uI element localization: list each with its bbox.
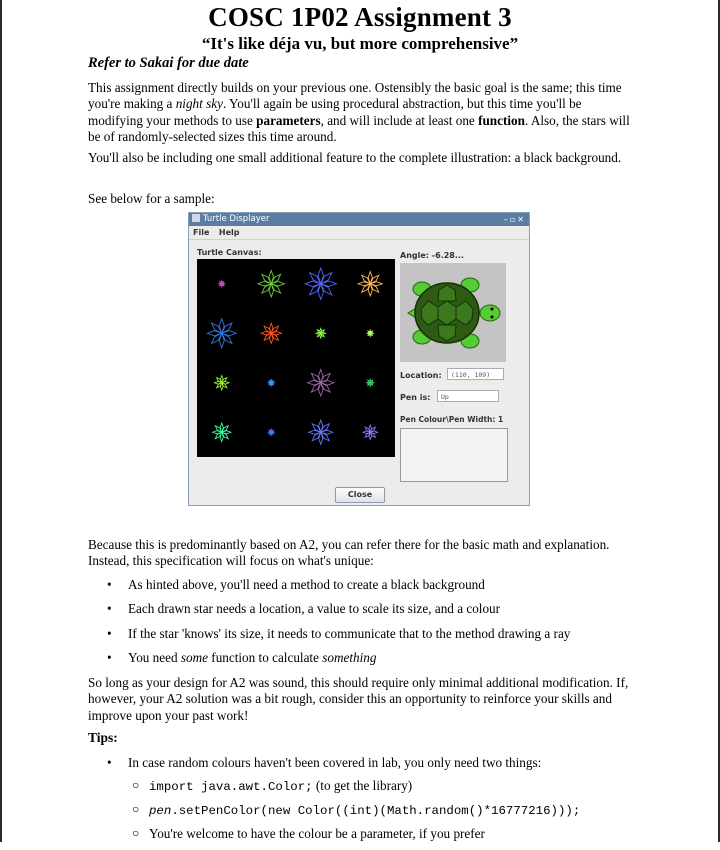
tips-heading: Tips: [88, 730, 118, 745]
text-run: . You'll again be using procedural abstraction, but this time you'll be modifying your methods to use [88, 96, 582, 128]
star-ray [358, 282, 370, 286]
turtle-canvas [197, 259, 395, 457]
design-paragraph: So long as your design for A2 was sound, this should require only minimal additional modification. If, however, your A2 solution was a bit rough, consider this an opportunity to reinforce your skills and improve upon your past work! [88, 675, 629, 723]
window-controls[interactable]: –▫✕ [503, 215, 526, 224]
bullet-icon: • [107, 650, 112, 666]
star [358, 272, 382, 296]
location-field: (110, 109) [447, 368, 504, 380]
bullet-icon: • [107, 755, 112, 770]
star [363, 425, 377, 439]
list-item-text: In case random colours haven't been covered in lab, you only need two things: [128, 755, 542, 770]
location-label: Location: [400, 371, 442, 380]
tips-list [88, 755, 636, 779]
star-ray [318, 284, 323, 300]
code-pen: pen [149, 804, 172, 818]
list-item-text: If the star 'knows' its size, it needs to communicate that to the method drawing a ray [128, 625, 571, 641]
angle-readout: Angle: -6.28... [400, 251, 464, 260]
a2-paragraph: Because this is predominantly based on A2, you can refer there for the basic math and explanation. Instead, this specification will focus on what's unique: [88, 537, 610, 569]
star-ray [219, 333, 224, 347]
emphasis-night-sky: night sky [175, 96, 223, 112]
pen-colour-swatch [400, 428, 508, 482]
text-run: (to get the library) [312, 778, 413, 793]
star [316, 328, 326, 338]
emphasis-some: some [180, 650, 208, 666]
text-run: function to calculate [208, 650, 323, 666]
text-run: You need [128, 650, 181, 666]
circle-bullet-icon: ○ [132, 778, 140, 792]
star-ray [258, 281, 271, 286]
star-ray [308, 380, 321, 385]
sublist-item [128, 802, 580, 826]
menu-bar [189, 226, 529, 240]
code-setpencolor: .setPenColor(new Color((int)(Math.random()*16777216))); [171, 804, 581, 818]
circle-bullet-icon: ○ [132, 826, 140, 840]
text-run: , and will include at least one [320, 112, 479, 128]
star-ray [309, 430, 321, 434]
due-date-note: Refer to Sakai for due date [88, 55, 249, 71]
tips-sublist [128, 778, 580, 850]
star [367, 379, 374, 386]
app-icon [192, 214, 200, 222]
strong-parameters: parameters [256, 112, 321, 128]
close-button[interactable]: Close [335, 487, 385, 503]
star [215, 376, 229, 390]
star-ray [269, 284, 274, 297]
star-ray [368, 284, 372, 296]
menu-file[interactable]: File [193, 228, 210, 237]
star [258, 271, 284, 297]
list-item [88, 626, 636, 650]
star-ray [321, 281, 337, 286]
star [207, 319, 236, 348]
background-paragraph: You'll also be including one small additional feature to the complete illustration: a black background. [88, 150, 622, 165]
star [261, 323, 281, 343]
page-subtitle: “It's like déja vu, but more comprehensive” [201, 34, 519, 53]
star [308, 370, 334, 396]
sublist-item [128, 778, 580, 802]
circle-bullet-icon: ○ [132, 802, 140, 816]
star-ray [222, 331, 236, 336]
star-ray [269, 271, 274, 284]
menu-help[interactable]: Help [218, 228, 240, 237]
star [219, 281, 225, 287]
star-ray [321, 380, 334, 385]
list-item [88, 650, 636, 674]
turtle-preview [400, 263, 506, 362]
list-item-text: Each drawn star needs a location, a value to scale its size, and a colour [128, 601, 501, 617]
page-title: COSC 1P02 Assignment 3 [208, 2, 512, 32]
list-item [88, 577, 636, 601]
bullet-icon: • [107, 577, 112, 592]
list-item-text: You're welcome to have the colour be a parameter, if you prefer [149, 826, 485, 841]
turtle-displayer-window [188, 212, 530, 506]
bullet-icon: • [107, 601, 112, 617]
list-item [88, 755, 636, 779]
star-ray [318, 383, 323, 396]
left-border [0, 0, 2, 842]
star [268, 380, 274, 386]
star-ray [219, 319, 224, 333]
window-title: Turtle Displayer [203, 214, 270, 224]
list-item [88, 601, 636, 625]
star-ray [318, 370, 323, 383]
bullet-icon: • [107, 625, 112, 641]
text-run: This assignment directly builds on your previous one. Ostensibly the basic goal is the same; this time you're making a [88, 80, 622, 112]
star-ray [318, 268, 323, 284]
star [213, 423, 231, 441]
requirements-list [88, 577, 636, 675]
pen-colour-label: Pen Colour\Pen Width: 1 [400, 415, 504, 424]
star-ray [319, 432, 323, 444]
star-ray [319, 420, 323, 432]
star-ray [271, 281, 284, 286]
window-titlebar [189, 213, 529, 226]
emphasis-something: something [322, 650, 377, 666]
star [309, 420, 333, 444]
text-run: . Also, the stars will be of randomly-selected sizes this time around. [88, 112, 630, 145]
star-ray [207, 331, 221, 336]
star-ray [368, 272, 372, 284]
strong-function: function [478, 112, 525, 128]
star [305, 268, 336, 299]
intro-paragraph [88, 80, 632, 146]
sample-intro: See below for a sample: [88, 191, 215, 206]
star [268, 429, 274, 435]
star-ray [305, 281, 321, 286]
turtle-icon [400, 263, 506, 362]
sublist-item [128, 826, 580, 850]
code-import: import java.awt.Color; [149, 780, 313, 794]
star-ray [370, 282, 382, 286]
pen-label: Pen is: [400, 393, 431, 402]
pen-field: Up [437, 390, 499, 402]
star-ray [321, 430, 333, 434]
list-item-text: As hinted above, you'll need a method to create a black background [128, 577, 485, 592]
canvas-label: Turtle Canvas: [197, 248, 262, 257]
star [367, 330, 373, 336]
